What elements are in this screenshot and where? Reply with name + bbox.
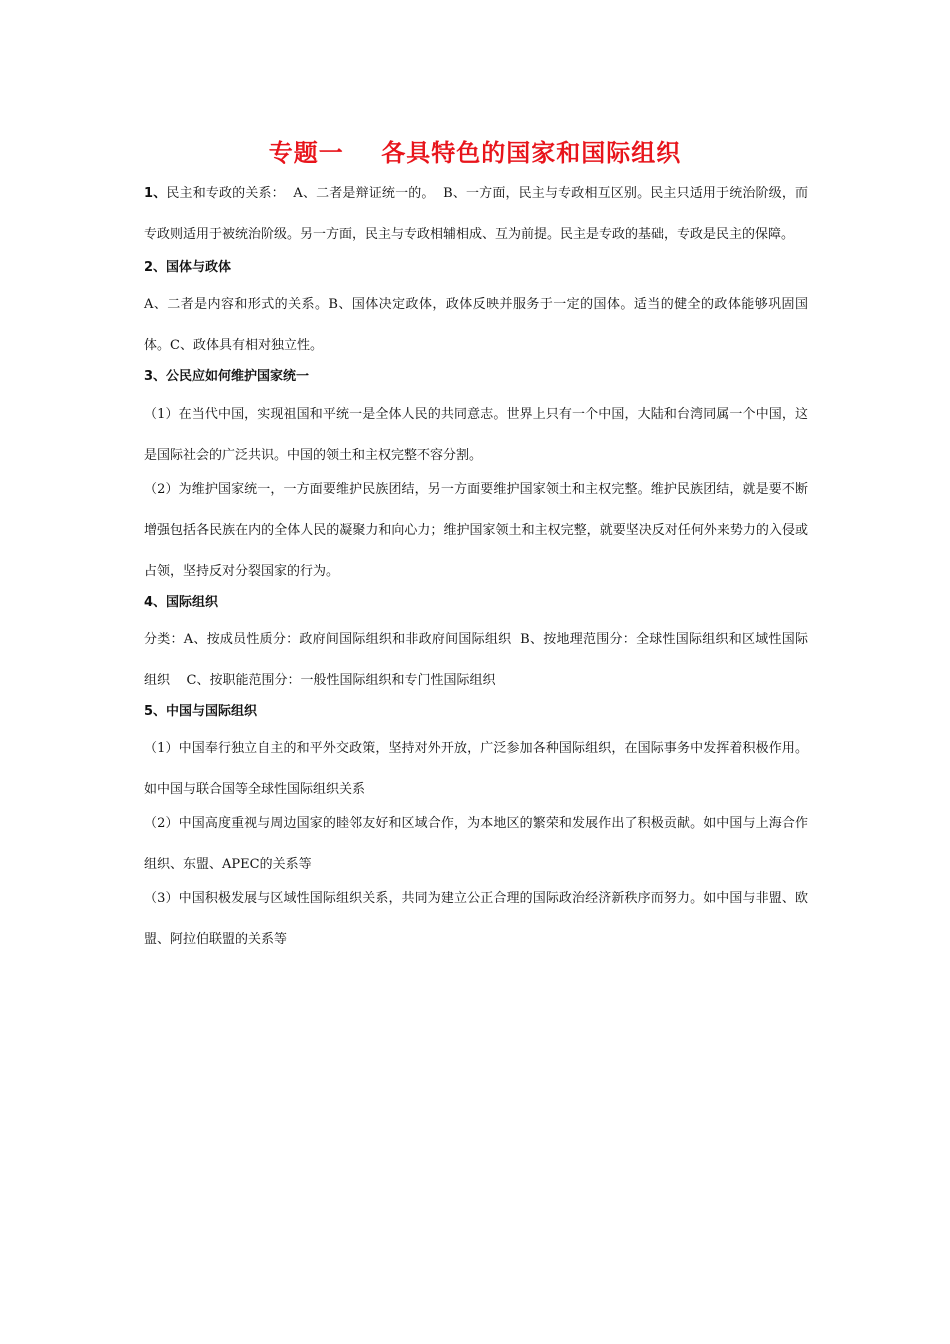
section-2-heading: 2、国体与政体 xyxy=(144,260,232,275)
section-1-text: 民主和专政的关系： A、二者是辩证统一的。 B、一方面，民主与专政相互区别。民主只适用于统治阶级，而专政则适用于被统治阶级。另一方面，民主与专政相辅相成、互为前提。民主是专政的基础，专政是民主的保障。 xyxy=(144,186,808,242)
section-3-heading: 3、公民应如何维护国家统一 xyxy=(144,369,310,384)
section-4-paragraph-1: 分类：A、按成员性质分：政府间国际组织和非政府间国际组织 B、按地理范围分：全球性国际组织和区域性国际组织 C、按职能范围分：一般性国际组织和专门性国际组织 xyxy=(144,632,808,688)
section-3-paragraph-1: （1）在当代中国，实现祖国和平统一是全体人民的共同意志。世界上只有一个中国，大陆和台湾同属一个中国，这是国际社会的广泛共识。中国的领土和主权完整不容分割。 xyxy=(144,407,808,463)
section-3-paragraph-2: （2）为维护国家统一，一方面要维护民族团结，另一方面要维护国家领土和主权完整。维护民族团结，就是要不断增强包括各民族在内的全体人民的凝聚力和向心力；维护国家领土和主权完整，就要坚决反对任何外来势力的入侵或占领，坚持反对分裂国家的行为。 xyxy=(144,482,808,579)
section-2-paragraph-1: A、二者是内容和形式的关系。B、国体决定政体，政体反映并服务于一定的国体。适当的健全的政体能够巩固国体。C、政体具有相对独立性。 xyxy=(144,297,808,353)
document-body xyxy=(144,174,808,960)
section-5-heading: 5、中国与国际组织 xyxy=(144,704,258,719)
section-1-paragraph xyxy=(144,173,808,255)
document-title: 专题一 各具特色的国家和国际组织 xyxy=(268,139,682,167)
section-5-paragraph-3: （3）中国积极发展与区域性国际组织关系，共同为建立公正合理的国际政治经济新秩序而努力。如中国与非盟、欧盟、阿拉伯联盟的关系等 xyxy=(144,891,808,947)
section-4-heading: 4、国际组织 xyxy=(144,595,219,610)
section-5-paragraph-1: （1）中国奉行独立自主的和平外交政策，坚持对外开放，广泛参加各种国际组织，在国际事务中发挥着积极作用。如中国与联合国等全球性国际组织关系 xyxy=(144,741,808,797)
section-5-paragraph-2: （2）中国高度重视与周边国家的睦邻友好和区域合作，为本地区的繁荣和发展作出了积极贡献。如中国与上海合作组织、东盟、APEC的关系等 xyxy=(144,816,808,872)
section-1-number: 1、 xyxy=(144,186,167,201)
